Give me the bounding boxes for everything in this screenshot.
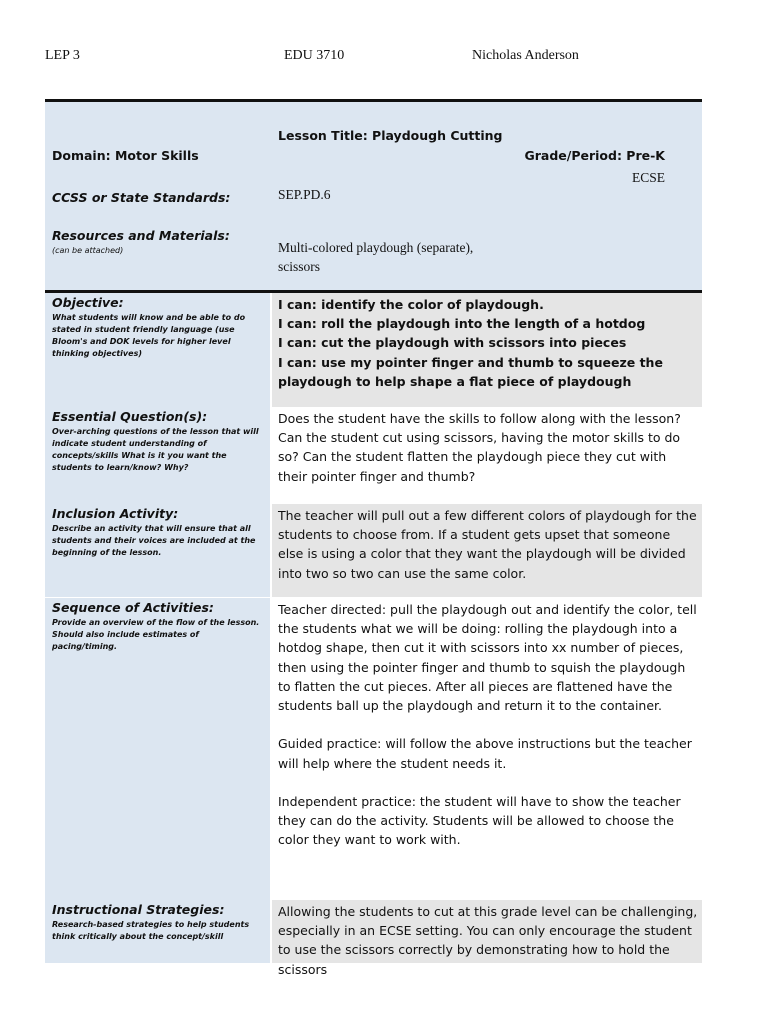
grade-sub: ECSE (631, 170, 665, 185)
standards-value: SEP.PD.6 (278, 187, 331, 202)
resources-note: (can be attached) (52, 246, 124, 255)
objective-line-3: I can: cut the playdough with scissors into pieces (278, 335, 627, 351)
domain-label: Domain: Motor Skills (52, 148, 199, 163)
essential-left (45, 407, 270, 504)
lesson-title: Lesson Title: Playdough Cutting (278, 128, 503, 143)
resources-line-2: scissors (278, 259, 321, 274)
objective-line-1: I can: identify the color of playdough. (278, 297, 544, 312)
sequence-paragraph-3: Independent practice: the student will have to show the teacher they can do the activity. Students will be allowed to choose the color they want to work with. (278, 794, 681, 848)
sequence-desc: Provide an overview of the flow of the lesson. Should also include estimates of pacing/timing. (52, 618, 260, 651)
objective-left (45, 293, 270, 407)
sequence-label: Sequence of Activities: (52, 600, 214, 615)
objective-line-2: I can: roll the playdough into the length of a hotdog (278, 316, 646, 332)
sequence-paragraph-2: Guided practice: will follow the above instructions but the teacher will help where the student needs it. (278, 736, 692, 771)
sequence-left (45, 598, 270, 900)
essential-label: Essential Question(s): (52, 409, 208, 424)
strategies-desc: Research-based strategies to help students think critically about the concept/skill (52, 920, 250, 941)
objective-label: Objective: (52, 295, 124, 310)
strategies-label: Instructional Strategies: (52, 902, 225, 917)
inclusion-right (272, 504, 702, 597)
inclusion-left (45, 504, 270, 597)
strategies-right (272, 900, 702, 977)
essential-text: Does the student have the skills to follow along with the lesson? Can the student cut using scissors, having the motor skills to do so? Can the student flatten the playdough piece they cut with their pointer finger and thumb? (278, 411, 681, 484)
essential-desc: Over-arching questions of the lesson that will indicate student understanding of concepts/skills What is it you want the students to learn/know? Why? (52, 427, 259, 472)
sequence-text (278, 600, 698, 850)
grade-label: Grade/Period: Pre-K (524, 148, 665, 163)
header-course: EDU 3710 (284, 48, 345, 63)
essential-right (272, 407, 702, 504)
header-lep: LEP 3 (45, 48, 80, 63)
resources-line-1: Multi-colored playdough (separate), (278, 240, 474, 255)
objective-right (272, 293, 702, 407)
standards-label: CCSS or State Standards: (52, 190, 231, 205)
objective-line-4: I can: use my pointer finger and thumb to squeeze the playdough to help shape a flat piece of playdough (278, 354, 663, 389)
sequence-right (272, 598, 702, 900)
header-author: Nicholas Anderson (472, 48, 579, 63)
sequence-paragraph-1: Teacher directed: pull the playdough out and identify the color, tell the students what we will be doing: rolling the playdough into a hotdog shape, then cut it with scissors into xx number of pieces, then using the pointer finger and thumb to squish the playdough to flatten the cut pieces. After all pieces are flattened have the students ball up the playdough and return it to the container. (278, 602, 697, 714)
inclusion-desc: Describe an activity that will ensure that all students and their voices are included at the beginning of the lesson. (52, 524, 256, 557)
lesson-info-block (45, 102, 702, 290)
resources-label: Resources and Materials: (52, 228, 230, 243)
objective-lines (278, 295, 698, 391)
inclusion-text: The teacher will pull out a few different colors of playdough for the students to choose from. If a student gets upset that someone else is using a color that they want the playdough will be divided into two so two can use the same color. (278, 508, 697, 581)
strategies-row (45, 900, 702, 977)
objective-desc: What students will know and be able to do stated in student friendly language (use Bloom's and DOK levels for higher level thinking objectives) (52, 313, 246, 358)
strategies-text: Allowing the students to cut at this grade level can be challenging, especially in an ECSE setting. You can only encourage the student to use the scissors correctly by demonstrating how to hold the scissors (278, 904, 698, 977)
sequence-row (45, 598, 702, 900)
inclusion-row (45, 504, 702, 597)
strategies-left (45, 900, 270, 963)
inclusion-label: Inclusion Activity: (52, 506, 179, 521)
essential-row (45, 407, 702, 504)
objective-row (45, 293, 702, 407)
